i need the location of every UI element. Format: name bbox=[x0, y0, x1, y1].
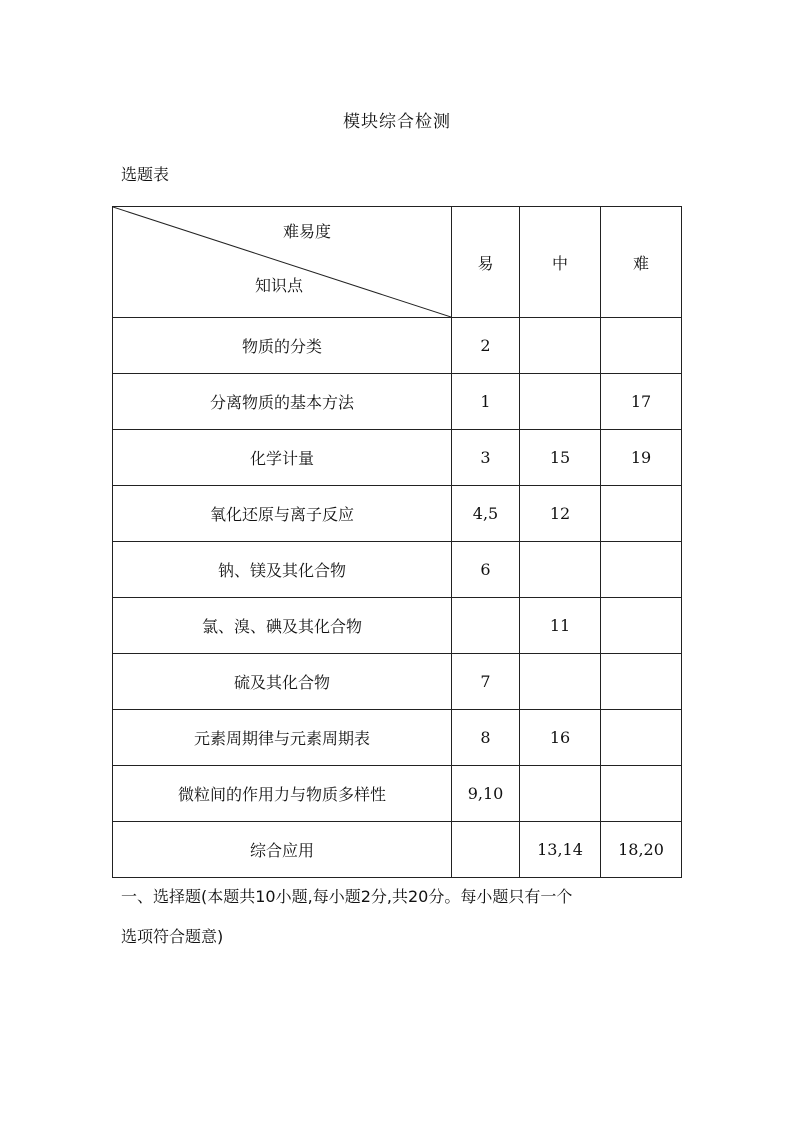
topic-cell: 综合应用 bbox=[113, 822, 452, 878]
knowledge-point-label: 知识点 bbox=[255, 276, 304, 295]
hard-cell bbox=[601, 486, 682, 542]
medium-cell bbox=[520, 318, 601, 374]
hard-cell bbox=[601, 598, 682, 654]
selection-table bbox=[112, 206, 682, 878]
easy-cell bbox=[452, 822, 520, 878]
hard-cell bbox=[601, 766, 682, 822]
medium-cell: 15 bbox=[520, 430, 601, 486]
easy-cell: 4,5 bbox=[452, 486, 520, 542]
medium-cell: 11 bbox=[520, 598, 601, 654]
diagonal-header-cell bbox=[113, 207, 452, 318]
table-row bbox=[113, 822, 682, 878]
hard-cell bbox=[601, 542, 682, 598]
topic-cell: 氯、溴、碘及其化合物 bbox=[113, 598, 452, 654]
easy-cell: 6 bbox=[452, 542, 520, 598]
medium-cell: 16 bbox=[520, 710, 601, 766]
medium-cell bbox=[520, 766, 601, 822]
medium-cell: 12 bbox=[520, 486, 601, 542]
table-row bbox=[113, 654, 682, 710]
hard-cell bbox=[601, 318, 682, 374]
column-header-easy: 易 bbox=[452, 207, 520, 318]
topic-cell: 元素周期律与元素周期表 bbox=[113, 710, 452, 766]
topic-cell: 微粒间的作用力与物质多样性 bbox=[113, 766, 452, 822]
medium-cell bbox=[520, 542, 601, 598]
medium-cell bbox=[520, 374, 601, 430]
easy-cell: 3 bbox=[452, 430, 520, 486]
diagonal-line bbox=[113, 207, 451, 317]
column-header-hard: 难 bbox=[601, 207, 682, 318]
hard-cell: 19 bbox=[601, 430, 682, 486]
easy-cell: 7 bbox=[452, 654, 520, 710]
question-section-intro bbox=[121, 877, 696, 957]
table-row bbox=[113, 598, 682, 654]
table-row bbox=[113, 542, 682, 598]
table-row bbox=[113, 318, 682, 374]
table-row bbox=[113, 766, 682, 822]
topic-cell: 硫及其化合物 bbox=[113, 654, 452, 710]
hard-cell bbox=[601, 710, 682, 766]
table-header-row bbox=[113, 207, 682, 318]
hard-cell: 18,20 bbox=[601, 822, 682, 878]
topic-cell: 氧化还原与离子反应 bbox=[113, 486, 452, 542]
hard-cell: 17 bbox=[601, 374, 682, 430]
table-row bbox=[113, 430, 682, 486]
topic-cell: 分离物质的基本方法 bbox=[113, 374, 452, 430]
easy-cell: 8 bbox=[452, 710, 520, 766]
easy-cell bbox=[452, 598, 520, 654]
table-row bbox=[113, 710, 682, 766]
page-title: 模块综合检测 bbox=[343, 112, 451, 132]
medium-cell: 13,14 bbox=[520, 822, 601, 878]
section-label: 选题表 bbox=[121, 165, 170, 184]
column-header-medium: 中 bbox=[520, 207, 601, 318]
question-intro-line-1: 一、选择题(本题共10小题,每小题2分,共20分。每小题只有一个 bbox=[121, 887, 573, 906]
question-intro-line-2: 选项符合题意) bbox=[121, 927, 224, 946]
difficulty-label: 难易度 bbox=[283, 222, 332, 241]
medium-cell bbox=[520, 654, 601, 710]
easy-cell: 1 bbox=[452, 374, 520, 430]
table-row bbox=[113, 486, 682, 542]
topic-cell: 化学计量 bbox=[113, 430, 452, 486]
table-row bbox=[113, 374, 682, 430]
topic-cell: 物质的分类 bbox=[113, 318, 452, 374]
hard-cell bbox=[601, 654, 682, 710]
easy-cell: 9,10 bbox=[452, 766, 520, 822]
easy-cell: 2 bbox=[452, 318, 520, 374]
topic-cell: 钠、镁及其化合物 bbox=[113, 542, 452, 598]
